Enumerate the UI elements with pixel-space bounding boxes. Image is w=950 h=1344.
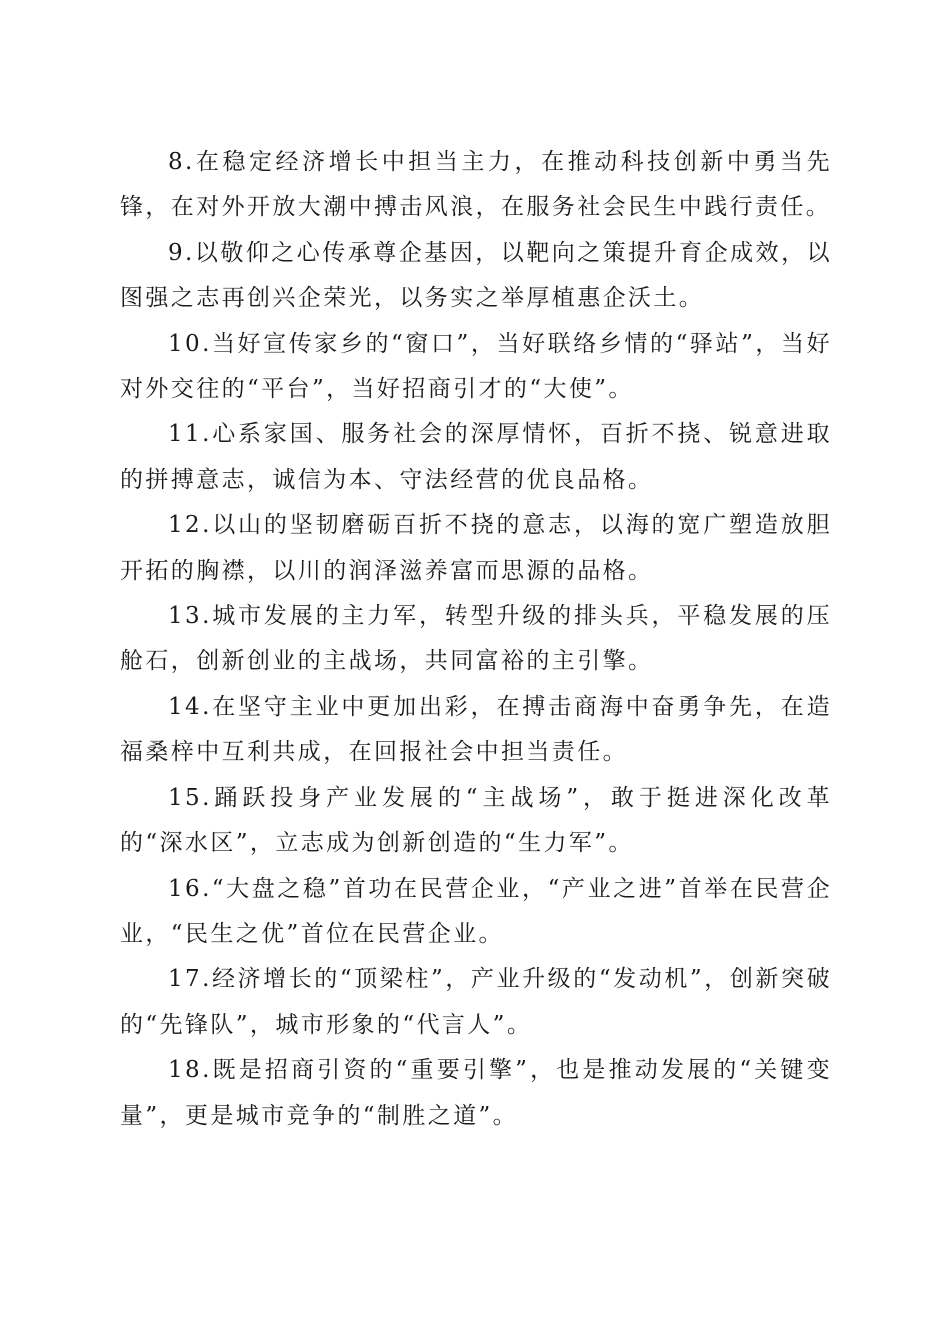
paragraph-15: 15.踊跃投身产业发展的“主战场”，敢于挺进深化改革的“深水区”，立志成为创新创造的“生力军”。	[120, 784, 832, 857]
paragraph-17: 17.经济增长的“顶梁柱”，产业升级的“发动机”，创新突破的“先锋队”，城市形象的“代言人”。	[120, 966, 832, 1038]
paragraph-16: 16.“大盘之稳”首功在民营企业，“产业之进”首举在民营企业，“民生之优”首位在民营企业。	[120, 875, 832, 947]
document-body	[120, 140, 832, 1139]
paragraph-13: 13.城市发展的主力军，转型升级的排头兵，平稳发展的压舱石，创新创业的主战场，共同富裕的主引擎。	[120, 603, 832, 675]
paragraph-14: 14.在坚守主业中更加出彩，在搏击商海中奋勇争先，在造福桑梓中互利共成，在回报社会中担当责任。	[120, 693, 832, 766]
paragraph-10: 10.当好宣传家乡的“窗口”，当好联络乡情的“驿站”，当好对外交往的“平台”，当好招商引才的“大使”。	[120, 330, 832, 403]
paragraph-18: 18.既是招商引资的“重要引擎”，也是推动发展的“关键变量”，更是城市竞争的“制胜之道”。	[120, 1057, 832, 1129]
paragraph-12: 12.以山的坚韧磨砺百折不挠的意志，以海的宽广塑造放胆开拓的胸襟，以川的润泽滋养富而思源的品格。	[120, 512, 832, 584]
paragraph-9: 9.以敬仰之心传承尊企基因，以靶向之策提升育企成效，以图强之志再创兴企荣光，以务实之举厚植惠企沃土。	[120, 239, 832, 312]
paragraph-8: 8.在稳定经济增长中担当主力，在推动科技创新中勇当先锋，在对外开放大潮中搏击风浪，在服务社会民生中践行责任。	[120, 149, 832, 221]
paragraph-11: 11.心系家国、服务社会的深厚情怀，百折不挠、锐意进取的拼搏意志，诚信为本、守法经营的优良品格。	[120, 421, 832, 493]
